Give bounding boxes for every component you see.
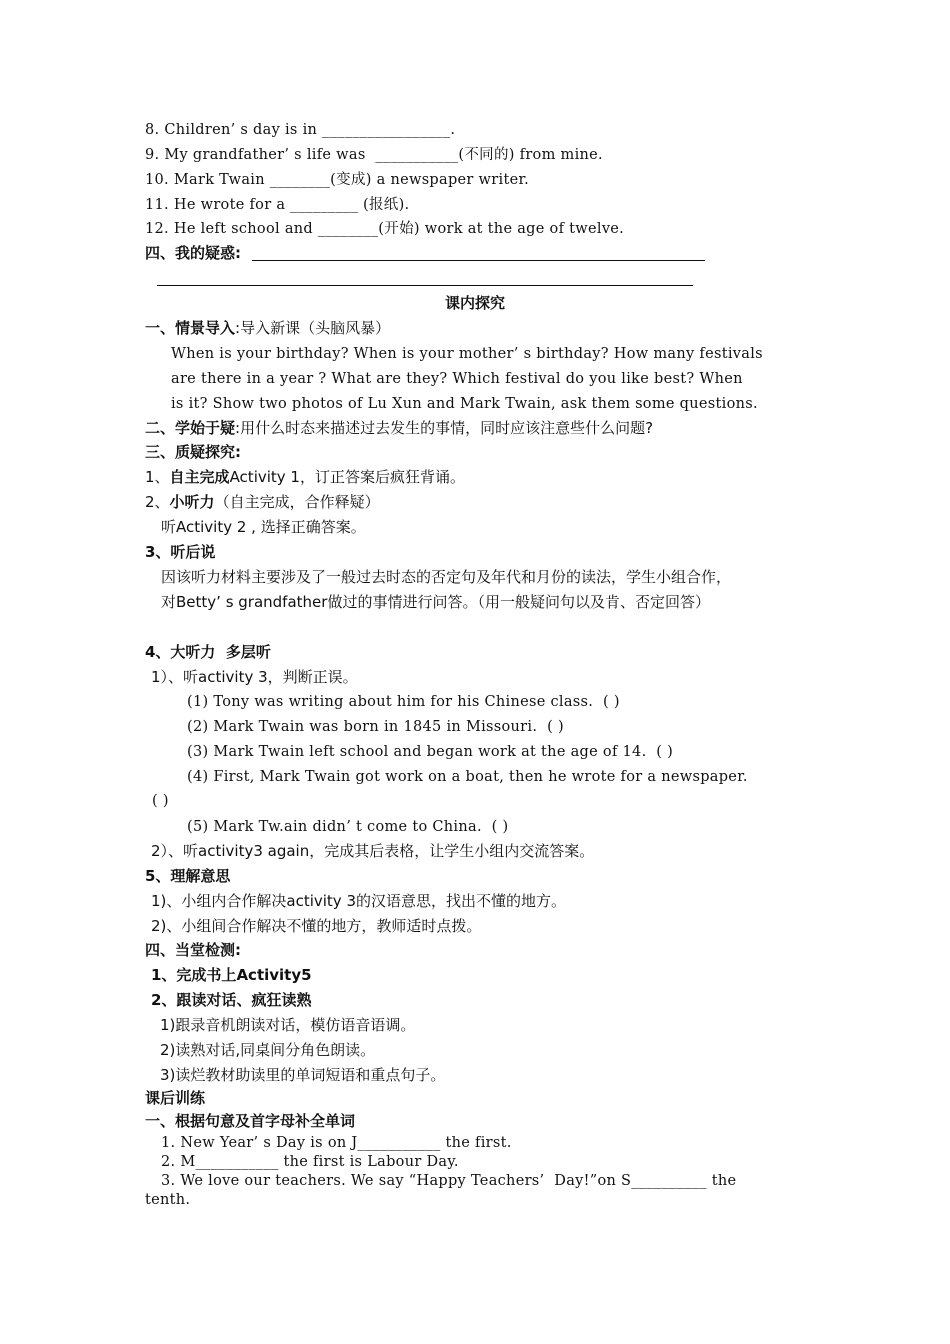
section4-item-1: 1、完成书上Activity5 bbox=[151, 966, 312, 984]
section4-sub-1: 1)跟录音机朗读对话，模仿语音语调。 bbox=[160, 1016, 416, 1034]
tf-item-4: (4) First, Mark Twain got work on a boat, then he wrote for a newspaper. bbox=[187, 769, 748, 785]
section4-heading: 四、当堂检测: bbox=[145, 941, 241, 959]
section4-sub-3: 3)读烂教材助读里的单词短语和重点句子。 bbox=[160, 1066, 446, 1084]
section1-line-1: When is your birthday? When is your mother’ s birthday? How many festivals bbox=[171, 346, 763, 362]
fill-item-9: 9. My grandfather’ s life was ___________(不同的) from mine. bbox=[145, 147, 603, 163]
section3-step3-heading: 3、听后说 bbox=[145, 543, 216, 561]
step1-bold: 自主完成 bbox=[169, 468, 230, 486]
step1-text: Activity 1，订正答案后疯狂背诵。 bbox=[229, 468, 465, 486]
after-class-heading: 课后训练 bbox=[145, 1089, 206, 1107]
section3-step3-line-2: 对Betty’ s grandfather做过的事情进行问答。（用一般疑问句以及肯、否定回答） bbox=[161, 593, 710, 611]
section3-step2 bbox=[145, 493, 380, 511]
after-class-item-3-cont: tenth. bbox=[145, 1192, 191, 1208]
section2-text: :用什么时态来描述过去发生的事情，同时应该注意些什么问题? bbox=[235, 419, 654, 437]
class-title: 课内探究 bbox=[444, 294, 505, 312]
section1-title-line bbox=[145, 319, 390, 337]
doubts-answer-line-1 bbox=[252, 260, 705, 261]
step2-number: 2、 bbox=[145, 493, 170, 511]
tf-item-3: (3) Mark Twain left school and began work at the age of 14. ( ) bbox=[187, 744, 674, 760]
section2-heading: 二、学始于疑 bbox=[145, 419, 236, 437]
step2-text: （自主完成，合作释疑） bbox=[214, 493, 380, 511]
tf-item-1: (1) Tony was writing about him for his Chinese class. ( ) bbox=[187, 694, 620, 710]
doubts-answer-line-2 bbox=[157, 285, 693, 286]
section3-step1 bbox=[145, 468, 465, 486]
section3-step2-line: 听Activity 2 , 选择正确答案。 bbox=[161, 518, 366, 536]
after-class-subheading: 一、根据句意及首字母补全单词 bbox=[145, 1112, 356, 1130]
section3-heading: 三、质疑探究: bbox=[145, 443, 241, 461]
fill-item-10: 10. Mark Twain ________(变成) a newspaper writer. bbox=[145, 172, 529, 188]
after-class-item-2: 2. M___________ the first is Labour Day. bbox=[161, 1154, 459, 1170]
section1-line-2: are there in a year ? What are they? Which festival do you like best? When bbox=[171, 371, 743, 387]
section4-item-2: 2、跟读对话、疯狂读熟 bbox=[151, 991, 312, 1009]
section3-step4-sub1: 1）、听activity 3，判断正误。 bbox=[151, 668, 358, 686]
tf-item-2: (2) Mark Twain was born in 1845 in Missouri. ( ) bbox=[187, 719, 564, 735]
section3-step4-heading: 4、大听力 多层听 bbox=[145, 643, 271, 661]
fill-item-8: 8. Children’ s day is in _________________. bbox=[145, 122, 456, 138]
section3-step5-line-2: 2)、小组间合作解决不懂的地方，教师适时点拨。 bbox=[151, 917, 482, 935]
fill-item-11: 11. He wrote for a _________ (报纸). bbox=[145, 197, 410, 213]
section1-line-3: is it? Show two photos of Lu Xun and Mark Twain, ask them some questions. bbox=[171, 396, 758, 412]
section3-step5-heading: 5、理解意思 bbox=[145, 867, 231, 885]
section3-step4-sub2: 2）、听activity3 again，完成其后表格，让学生小组内交流答案。 bbox=[151, 842, 595, 860]
fill-item-12: 12. He left school and ________(开始) work at the age of twelve. bbox=[145, 221, 625, 237]
step2-bold: 小听力 bbox=[169, 493, 215, 511]
section3-step3-line-1: 因该听力材料主要涉及了一般过去时态的否定句及年代和月份的读法，学生小组合作， bbox=[161, 568, 732, 586]
tf-item-5: (5) Mark Tw.ain didn’ t come to China. ( ) bbox=[187, 819, 509, 835]
step1-number: 1、 bbox=[145, 468, 170, 486]
after-class-item-1: 1. New Year’ s Day is on J___________ the first. bbox=[161, 1135, 512, 1151]
section1-heading: 一、情景导入 bbox=[145, 319, 236, 337]
doubts-heading: 四、我的疑惑: bbox=[145, 244, 241, 262]
section2-line bbox=[145, 419, 653, 437]
after-class-item-3: 3. We love our teachers. We say “Happy Teachers’ Day!”on S__________ the bbox=[161, 1173, 737, 1189]
tf-item-4-bracket: ( ) bbox=[152, 793, 169, 809]
section1-subtitle: :导入新课（头脑风暴） bbox=[235, 319, 391, 337]
section4-sub-2: 2)读熟对话,同桌间分角色朗读。 bbox=[160, 1041, 376, 1059]
section3-step5-line-1: 1)、小组内合作解决activity 3的汉语意思，找出不懂的地方。 bbox=[151, 892, 566, 910]
